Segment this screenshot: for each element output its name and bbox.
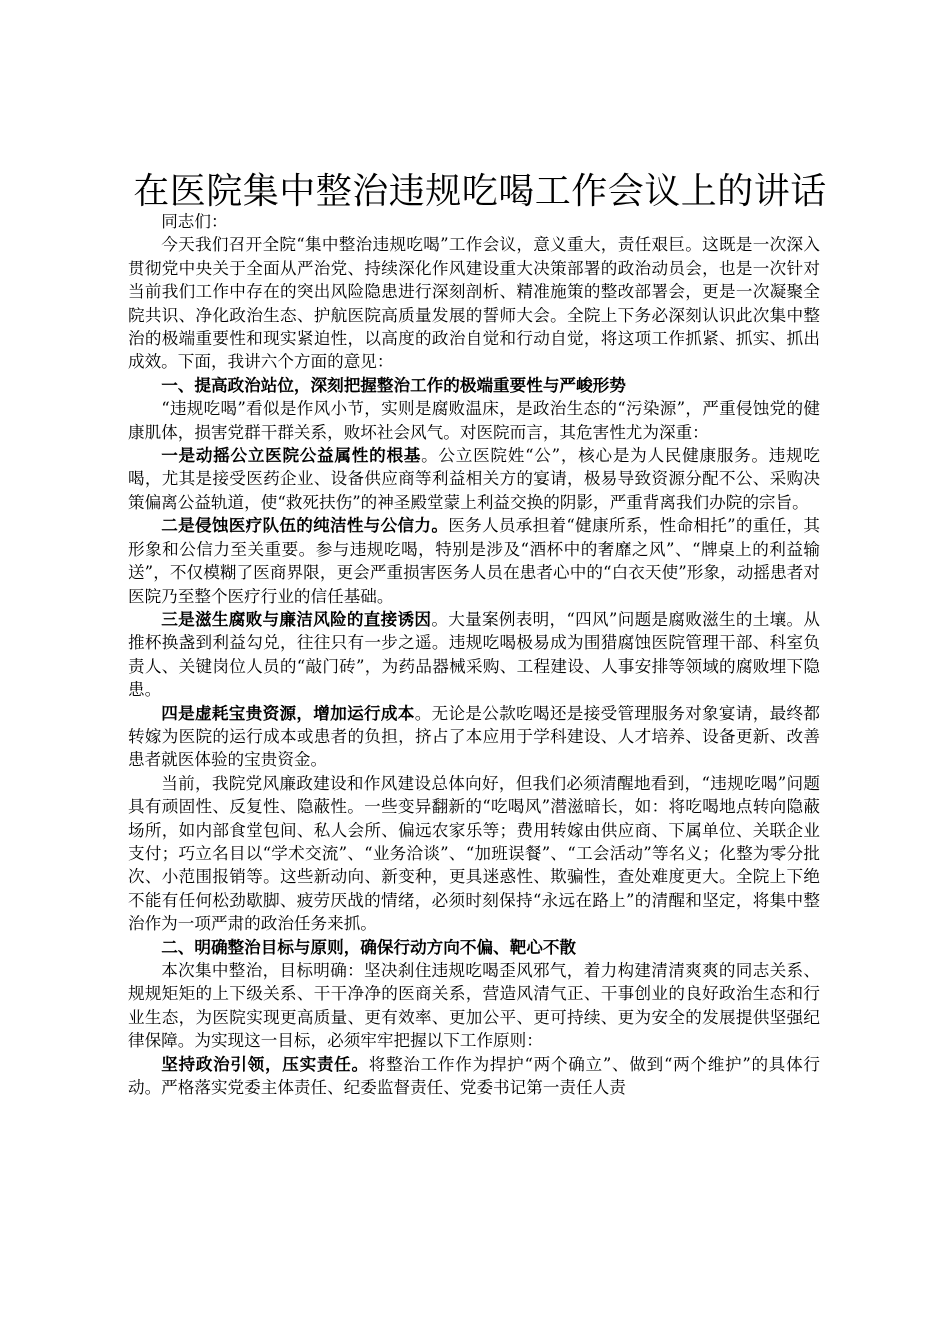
section-1-item-1	[128, 444, 820, 514]
section-2-paragraph: 本次集中整治，目标明确：坚决刹住违规吃喝歪风邪气，着力构建清清爽爽的同志关系、规规矩矩的上下级关系、干干净净的医商关系，营造风清气正、干事创业的良好政治生态和行业生态，为医院实现更高质量、更有效率、更加公平、更可持续、更为安全的发展提供坚强纪律保障。为实现这一目标，必须牢牢把握以下工作原则：	[128, 961, 820, 1051]
section-1-item-2	[128, 514, 820, 608]
item-lead: 一是动摇公立医院公益属性的根基	[161, 445, 422, 466]
section-2-heading: 二、明确整治目标与原则，确保行动方向不偏、靶心不散	[161, 936, 577, 957]
item-lead: 二是侵蚀医疗队伍的纯洁性与公信力。	[161, 515, 449, 536]
section-2-item-1	[128, 1053, 820, 1100]
intro-paragraph: 今天我们召开全院“集中整治违规吃喝”工作会议，意义重大，责任艰巨。这既是一次深入贯彻党中央关于全面从严治党、持续深化作风建设重大决策部署的政治动员会，也是一次针对当前我们工作中存在的突出风险隐患进行深刻剖析、精准施策的整改部署会，更是一次凝聚全院共识、净化政治生态、护航医院高质量发展的誓师大会。全院上下务必深刻认识此次集中整治的极端重要性和现实紧迫性，以高度的政治自觉和行动自觉，将这项工作抓紧、抓实、抓出成效。下面，我讲六个方面的意见：	[128, 235, 820, 372]
section-1-item-4	[128, 702, 820, 772]
item-lead: 四是虚耗宝贵资源，增加运行成本	[161, 702, 415, 723]
item-text: 医务人员承担着“健康所系，性命相托”的重任，其形象和公信力至关重要。参与违规吃喝，特别是涉及“酒杯中的奢靡之风”、“牌桌上的利益输送”，不仅模糊了医商界限，更会严重损害医务人员在患者心中的“白衣天使”形象，动摇患者对医院乃至整个医疗行业的信任基础。	[128, 516, 821, 606]
section-1-current-paragraph: 当前，我院党风廉政建设和作风建设总体向好，但我们必须清醒地看到，“违规吃喝”问题具有顽固性、反复性、隐蔽性。一些变异翻新的“吃喝风”潜滋暗长，如：将吃喝地点转向隐蔽场所，如内部食堂包间、私人会所、偏远农家乐等；费用转嫁由供应商、下属单位、关联企业支付；巧立名目以“学术交流”、“业务洽谈”、“加班误餐”、“工会活动”等名义；化整为零分批次、小范围报销等。这些新动向、新变种，更具迷惑性、欺骗性，查处难度更大。全院上下绝不能有任何松劲歇脚、疲劳厌战的情绪，必须时刻保持“永远在路上”的清醒和坚定，将集中整治作为一项严肃的政治任务来抓。	[128, 773, 820, 934]
item-lead: 坚持政治引领，压实责任。	[161, 1053, 369, 1074]
document-body	[128, 210, 820, 1099]
section-1-heading: 一、提高政治站位，深刻把握整治工作的极端重要性与严峻形势	[161, 374, 626, 395]
item-text: 。无论是公款吃喝还是接受管理服务对象宴请，最终都转嫁为医院的运行成本或患者的负担，挤占了本应用于学科建设、人才培养、设备更新、改善患者就医体验的宝贵资金。	[128, 703, 821, 770]
greeting: 同志们：	[161, 212, 228, 231]
section-1-paragraph: “违规吃喝”看似是作风小节，实则是腐败温床，是政治生态的“污染源”，严重侵蚀党的健康肌体，损害党群干群关系，败坏社会风气。对医院而言，其危害性尤为深重：	[128, 399, 820, 442]
item-text: 将整治工作作为捍护“两个确立”、做到“两个维护”的具体行动。严格落实党委主体责任、纪委监督责任、党委书记第一责任人责	[128, 1054, 821, 1098]
document-title: 在医院集中整治违规吃喝工作会议上的讲话	[133, 171, 827, 212]
item-lead: 三是滋生腐败与廉洁风险的直接诱因	[161, 608, 432, 629]
item-text: 。大量案例表明，“四风”问题是腐败滋生的土壤。从推杯换盏到利益勾兑，往往只有一步之遥。违规吃喝极易成为围猎腐蚀医院管理干部、科室负责人、关键岗位人员的“敲门砖”，为药品器械采购、工程建设、人事安排等领域的腐败埋下隐患。	[128, 609, 821, 700]
item-text: 。公立医院姓“公”，核心是为人民健康服务。违规吃喝，尤其是接受医药企业、设备供应商等利益相关方的宴请，极易导致资源分配不公、采购决策偏离公益轨道，使“救死扶伤”的神圣殿堂蒙上利益交换的阴影，严重背离我们办院的宗旨。	[128, 446, 821, 512]
section-1-item-3	[128, 608, 820, 702]
